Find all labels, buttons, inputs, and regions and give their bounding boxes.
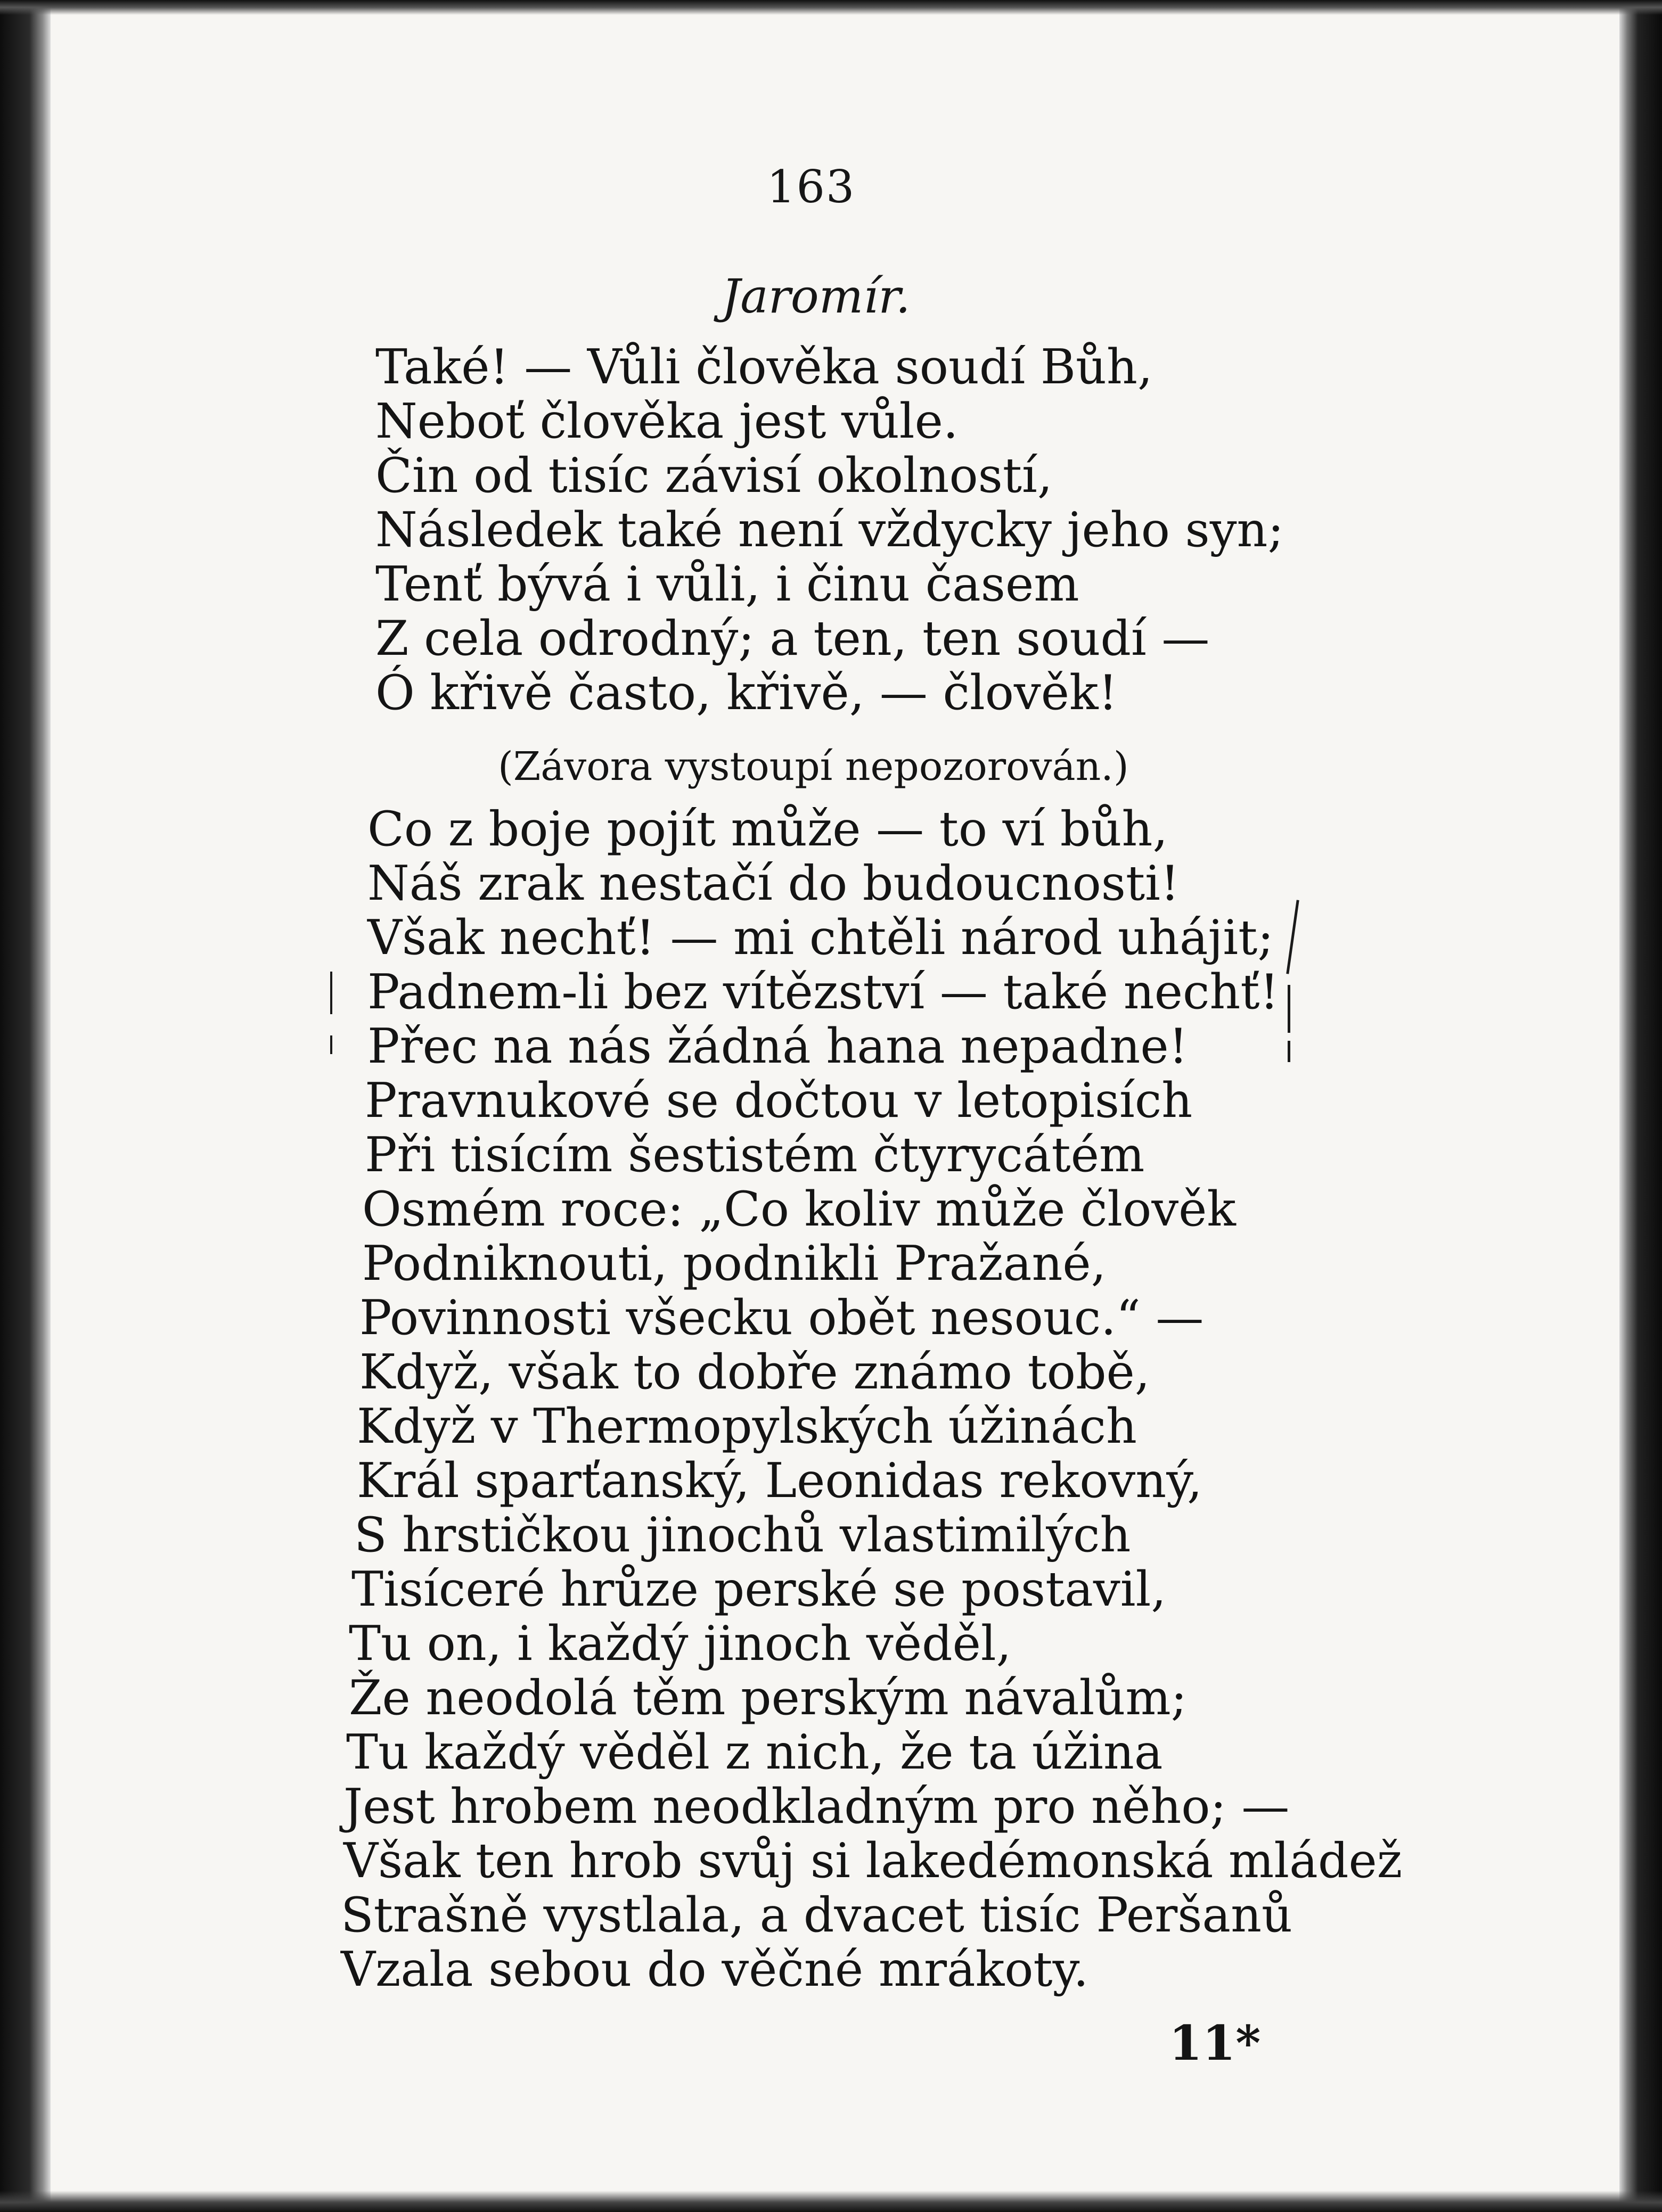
verse-line: Podniknouti, podnikli Pražané, xyxy=(362,1236,1107,1292)
verse-line: Tisíceré hrůze perské se postavil, xyxy=(351,1561,1166,1617)
verse-line: Ó křivě často, křivě, — člověk! xyxy=(375,665,1118,721)
page-edge-bottom xyxy=(0,2191,1662,2212)
verse-line: Čin od tisíc závisí okolností, xyxy=(375,448,1053,504)
verse-line: Neboť člověka jest vůle. xyxy=(375,393,959,449)
margin-pencil-mark xyxy=(1288,1041,1290,1062)
verse-line: Následek také není vždycky jeho syn; xyxy=(375,502,1284,558)
verse-line: Povinnosti všecku obět nesouc.“ — xyxy=(359,1290,1204,1346)
page-edge-left xyxy=(0,0,51,2212)
verse-line: Strašně vystlala, a dvacet tisíc Peršanů xyxy=(341,1887,1292,1943)
verse-line: Že neodolá těm perským návalům; xyxy=(349,1670,1187,1726)
verse-line: Však nechť! — mi chtěli národ uhájit; xyxy=(367,910,1274,966)
verse-line: Tu on, i každý jinoch věděl, xyxy=(349,1616,1012,1672)
margin-pencil-mark xyxy=(1286,900,1299,974)
verse-line: Král sparťanský, Leonidas rekovný, xyxy=(357,1453,1202,1509)
margin-pencil-mark xyxy=(330,1035,332,1054)
verse-line: Tu každý věděl z nich, že ta úžina xyxy=(346,1724,1163,1780)
verse-line: Když, však to dobře známo tobě, xyxy=(359,1344,1150,1400)
speaker-name: Jaromír. xyxy=(722,269,911,324)
verse-line: Náš zrak nestačí do budoucnosti! xyxy=(367,856,1180,911)
printer-signature: 11* xyxy=(1169,2015,1261,2071)
verse-line: Co z boje pojít může — to ví bůh, xyxy=(367,801,1168,857)
page-edge-right xyxy=(1619,0,1662,2212)
verse-line: Pravnukové se dočtou v letopisích xyxy=(365,1073,1193,1129)
stage-direction: (Závora vystoupí nepozorován.) xyxy=(498,744,1129,790)
verse-line: S hrstičkou jinochů vlastimilých xyxy=(354,1507,1131,1563)
verse-line: Padnem-li bez vítězství — také nechť! xyxy=(367,964,1279,1020)
page-number: 163 xyxy=(767,161,856,213)
margin-pencil-mark xyxy=(1288,985,1290,1033)
verse-line: Přec na nás žádná hana nepadne! xyxy=(367,1018,1188,1074)
verse-line: Osmém roce: „Co koliv může člověk xyxy=(362,1181,1236,1237)
verse-line: Však ten hrob svůj si lakedémonská mládež xyxy=(343,1833,1403,1889)
verse-line: Také! — Vůli člověka soudí Bůh, xyxy=(375,339,1153,395)
verse-line: Vzala sebou do věčné mrákoty. xyxy=(341,1942,1089,1997)
margin-pencil-mark xyxy=(330,972,332,1014)
verse-line: Z cela odrodný; a ten, ten soudí — xyxy=(375,611,1210,667)
verse-line: Tenť bývá i vůli, i činu časem xyxy=(375,556,1079,612)
page-edge-top xyxy=(0,0,1662,15)
verse-line: Když v Thermopylských úžinách xyxy=(357,1399,1137,1454)
verse-line: Jest hrobem neodkladným pro něho; — xyxy=(343,1779,1290,1835)
verse-line: Při tisícím šestistém čtyrycátém xyxy=(365,1127,1145,1183)
